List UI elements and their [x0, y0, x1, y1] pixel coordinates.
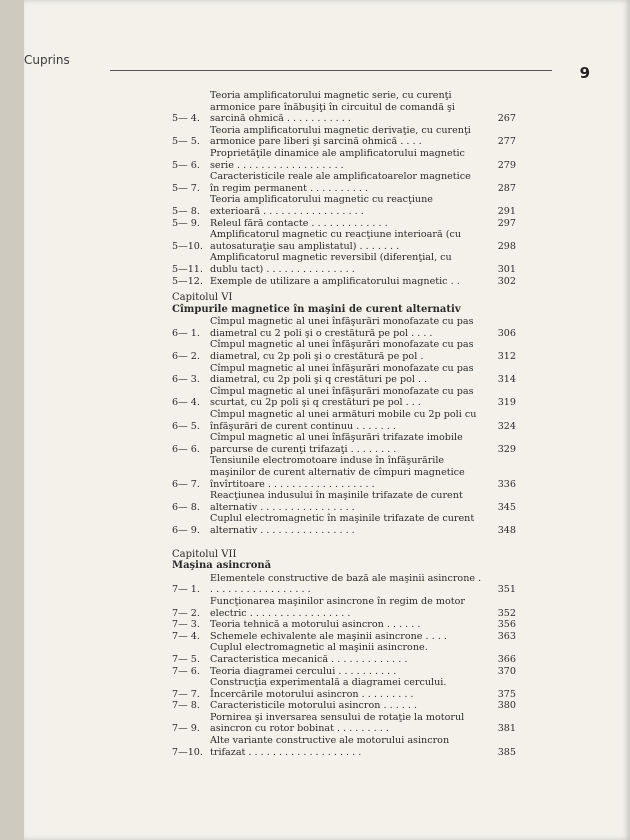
toc-entry-page: 385	[497, 746, 516, 758]
toc-entry-page: 336	[497, 478, 516, 490]
toc-entry	[172, 455, 516, 490]
toc-entry-number: 6— 2.	[172, 351, 200, 363]
toc-entry-page: 287	[497, 182, 516, 194]
toc-entry-page: 314	[497, 374, 516, 386]
toc-entry-title: Teoria amplificatorului magnetic cu reacţiune exterioară . . . . . . . . . . . . . . . . .	[210, 194, 433, 217]
toc-entry-title: Cîmpul magnetic al unei înfăşurări monofazate cu pas scurtat, cu 2p poli şi q crestături pe pol . . .	[210, 385, 474, 409]
toc-entry	[172, 619, 516, 631]
page-header	[24, 44, 590, 84]
toc-entry-title: Amplificatorul magnetic reversibil (diferenţial, cu dublu tact) . . . . . . . . . . . . . . .	[210, 252, 452, 275]
toc-entry-number: 5— 9.	[172, 217, 200, 229]
toc-entry	[172, 148, 516, 171]
table-of-contents	[172, 90, 516, 758]
toc-entry-title: Caracteristicile motorului asincron . . . . . .	[210, 700, 418, 712]
toc-entry-number: 5—11.	[172, 263, 203, 275]
toc-entry-number: 5— 7.	[172, 182, 200, 194]
toc-entry	[172, 125, 516, 148]
toc-entry-title: Schemele echivalente ale maşinii asincrone . . . .	[210, 630, 447, 642]
toc-entry-number: 6— 4.	[172, 397, 200, 409]
toc-entry-number: 7— 2.	[172, 607, 200, 619]
toc-entry	[172, 229, 516, 252]
toc-entry-page: 375	[497, 688, 516, 700]
toc-entry-number: 6— 3.	[172, 374, 200, 386]
toc-entry-page: 267	[497, 113, 516, 125]
toc-entry	[172, 409, 516, 432]
toc-entry	[172, 596, 516, 619]
toc-entry-number: 7— 3.	[172, 619, 200, 631]
toc-entry-page: 363	[497, 630, 516, 642]
toc-entry-title: Teoria amplificatorului magnetic serie, cu curenţi armonice pare înăbuşiţi în circuitul de comandă şi sarcină ohmică . . . . . . . . . . .	[210, 90, 455, 125]
toc-entry	[172, 666, 516, 678]
toc-entry	[172, 90, 516, 125]
chapter-6-title: Cîmpurile magnetice în maşini de curent alternativ	[172, 303, 461, 315]
toc-entry-page: 348	[497, 524, 516, 536]
toc-entry-title: Cîmpul magnetic al unei înfăşurări trifazate imobile parcurse de curenţi trifazaţi . . . . . . . .	[210, 432, 463, 455]
toc-entry	[172, 677, 516, 700]
page-number: 9	[579, 64, 590, 82]
toc-entry-number: 6— 6.	[172, 443, 200, 455]
toc-entry-page: 319	[497, 397, 516, 409]
toc-entry	[172, 194, 516, 217]
toc-entry	[172, 386, 516, 409]
toc-entry-title: Reacţiunea indusului în maşinile trifazate de curent alternativ . . . . . . . . . . . . . . . .	[210, 490, 463, 513]
toc-entry-number: 6— 8.	[172, 501, 200, 513]
toc-entry-title: Tensiunile electromotoare induse în înfăşurările maşinilor de curent alternativ de cîmpuri magnetice învîrtitoare . . . . . . . . . . . . . . . . . .	[210, 455, 465, 490]
toc-entry-page: 312	[497, 351, 516, 363]
toc-entry-number: 5— 5.	[172, 136, 200, 148]
toc-entry	[172, 252, 516, 275]
toc-entry-number: 6— 7.	[172, 478, 200, 490]
toc-entry-number: 7— 7.	[172, 688, 200, 700]
toc-entry-page: 351	[497, 584, 516, 596]
toc-entry-number: 7— 9.	[172, 723, 200, 735]
toc-entry-title: Cîmpul magnetic al unei înfăşurări monofazate cu pas diametral, cu 2p poli şi o crestătură pe pol .	[210, 339, 474, 363]
toc-entry-title: Caracteristicile reale ale amplificatoarelor magnetice în regim permanent . . . . . . . . . .	[210, 171, 471, 194]
toc-entry-title: Cîmpul magnetic al unei înfăşurări monofazate cu pas diametral cu 2 poli şi o crestătură pe pol . . . .	[210, 316, 474, 339]
toc-section-chapter7	[172, 573, 516, 759]
toc-entry-page: 329	[497, 443, 516, 455]
header-rule	[110, 70, 552, 71]
toc-entry	[172, 642, 516, 665]
toc-entry-number: 7— 8.	[172, 700, 200, 712]
toc-entry-page: 366	[497, 653, 516, 665]
toc-section-chapter5	[172, 90, 516, 287]
toc-entry	[172, 432, 516, 455]
toc-entry-page: 277	[497, 136, 516, 148]
toc-entry-title: Cuplul electromagnetic în maşinile trifazate de curent alternativ . . . . . . . . . . . . . . . .	[210, 513, 475, 536]
toc-entry	[172, 700, 516, 712]
toc-entry-page: 279	[497, 159, 516, 171]
toc-entry-title: Funcţionarea maşinilor asincrone în regim de motor electric . . . . . . . . . . . . . . . . .	[210, 595, 465, 619]
toc-entry	[172, 339, 516, 362]
toc-entry-title: Amplificatorul magnetic cu reacţiune interioară (cu autosaturaţie sau amplistatul) . . . . . . .	[210, 229, 462, 252]
toc-entry-title: Teoria diagramei cercului . . . . . . . . . .	[210, 665, 397, 677]
toc-entry-number: 5—10.	[172, 240, 203, 252]
toc-entry-number: 7— 6.	[172, 665, 200, 677]
toc-entry-title: Teoria tehnică a motorului asincron . . . . . .	[210, 619, 421, 631]
toc-entry-number: 5—12.	[172, 275, 203, 287]
toc-entry-title: Exemple de utilizare a amplificatorului magnetic . .	[210, 275, 460, 287]
toc-entry-title: Pornirea şi inversarea sensului de rotaţie la motorul asincron cu rotor bobinat . . . . . . . . .	[210, 711, 465, 735]
toc-entry-page: 302	[497, 275, 516, 287]
toc-entry	[172, 171, 516, 194]
toc-entry-page: 380	[497, 700, 516, 712]
toc-entry-page: 370	[497, 665, 516, 677]
toc-entry-page: 324	[497, 420, 516, 432]
toc-entry-number: 7— 4.	[172, 630, 200, 642]
toc-entry-page: 345	[497, 501, 516, 513]
toc-entry	[172, 573, 516, 596]
toc-entry	[172, 363, 516, 386]
toc-entry-page: 306	[497, 327, 516, 339]
toc-entry-title: Releul fără contacte . . . . . . . . . . . . .	[210, 217, 388, 229]
toc-entry	[172, 490, 516, 513]
toc-entry-number: 6— 1.	[172, 327, 200, 339]
toc-entry	[172, 712, 516, 735]
toc-entry-title: Elementele constructive de bază ale maşinii asincrone . . . . . . . . . . . . . . . . . .	[210, 572, 482, 596]
toc-entry-number: 7— 5.	[172, 653, 200, 665]
toc-entry-title: Cîmpul magnetic al unei înfăşurări monofazate cu pas diametral, cu 2p poli şi q crestături pe pol . .	[210, 362, 474, 386]
toc-entry-page: 352	[497, 607, 516, 619]
toc-entry	[172, 316, 516, 339]
toc-entry-page: 381	[497, 723, 516, 735]
toc-entry-title: Teoria amplificatorului magnetic derivaţie, cu curenţi armonice pare liberi şi sarcină ohmică . . . .	[210, 124, 471, 148]
toc-entry-number: 5— 4.	[172, 113, 200, 125]
toc-entry	[172, 218, 516, 230]
toc-entry	[172, 276, 516, 288]
toc-section-chapter6	[172, 316, 516, 536]
chapter-7-label: Capitolul VII	[172, 548, 237, 560]
toc-entry-page: 298	[497, 240, 516, 252]
toc-entry-number: 5— 6.	[172, 159, 200, 171]
toc-entry-title: Cuplul electromagnetic al maşinii asincrone. Caracteristica mecanică . . . . . . . . . . . . .	[210, 642, 428, 665]
toc-entry-title: Cîmpul magnetic al unei armături mobile cu 2p poli cu înfăşurări de curent continuu . . . . . . .	[210, 409, 477, 432]
toc-entry-page: 291	[497, 205, 516, 217]
toc-entry-page: 297	[497, 217, 516, 229]
toc-entry-title: Construcţia experimentală a diagramei cercului. Încercările motorului asincron . . . . . . . . .	[210, 677, 447, 700]
toc-entry-page: 301	[497, 263, 516, 275]
chapter-7-title: Maşina asincronă	[172, 560, 272, 572]
chapter-6-label: Capitolul VI	[172, 292, 233, 304]
toc-entry-title: Alte variante constructive ale motorului asincron trifazat . . . . . . . . . . . . . . . . . . .	[210, 735, 450, 758]
toc-entry	[172, 631, 516, 643]
toc-entry-number: 6— 9.	[172, 524, 200, 536]
toc-entry	[172, 735, 516, 758]
toc-entry-number: 6— 5.	[172, 420, 200, 432]
toc-entry-title: Proprietăţile dinamice ale amplificatorului magnetic serie . . . . . . . . . . . . . . . . . .	[210, 147, 465, 171]
toc-entry-number: 5— 8.	[172, 205, 200, 217]
toc-entry	[172, 513, 516, 536]
toc-entry-number: 7—10.	[172, 746, 203, 758]
running-title: Cuprins	[24, 53, 70, 67]
toc-entry-page: 356	[497, 619, 516, 631]
toc-entry-number: 7— 1.	[172, 584, 200, 596]
